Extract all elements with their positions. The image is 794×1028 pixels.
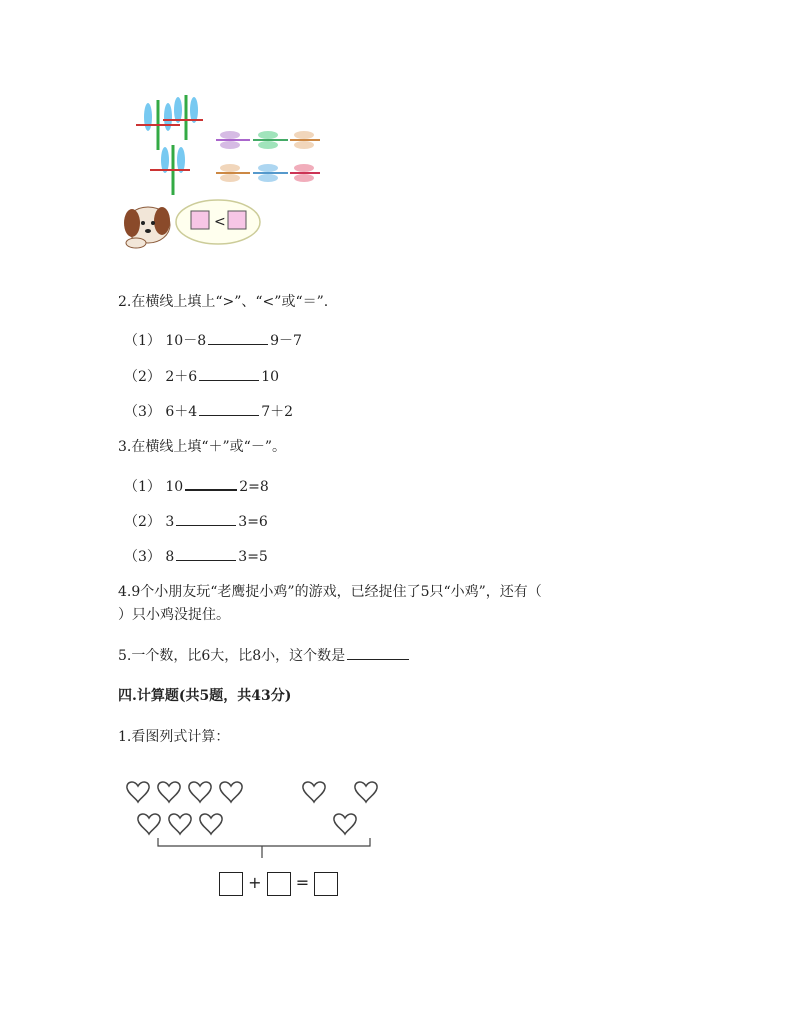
answer-blank[interactable]	[208, 330, 268, 345]
item-left: 2＋6	[165, 369, 198, 385]
item-left: 10	[165, 479, 184, 495]
q3-item-2	[124, 511, 268, 532]
heart-icon	[158, 782, 180, 802]
q2-title: 2.在横线上填上“>”、“<”或“＝”.	[118, 294, 329, 310]
dragonfly-icon	[290, 164, 320, 182]
dragonfly-icon	[150, 145, 190, 195]
q3-item-3	[124, 546, 268, 567]
item-right: 9－7	[270, 333, 302, 349]
heart-icon	[355, 782, 377, 802]
section-title: 四.计算题(共5题，共43分)	[118, 688, 292, 704]
heart-icon	[303, 782, 325, 802]
heart-icon	[200, 814, 222, 834]
item-left: 6＋4	[165, 404, 198, 420]
item-left: 8	[165, 549, 175, 565]
item-left: 3	[165, 514, 175, 530]
equation-row	[219, 871, 338, 896]
thought-bubble	[176, 200, 260, 244]
hearts-figure	[120, 778, 390, 868]
comparison-symbol: <	[214, 214, 226, 230]
item-right: 10	[261, 369, 280, 385]
answer-box[interactable]	[314, 872, 338, 896]
answer-blank[interactable]	[347, 645, 409, 660]
dragonfly-icon	[216, 164, 250, 182]
answer-blank[interactable]	[185, 475, 237, 491]
answer-box[interactable]	[219, 872, 243, 896]
heart-icon	[189, 782, 211, 802]
item-right: 3=5	[238, 549, 268, 565]
heart-icon	[169, 814, 191, 834]
item-number: （2）	[124, 514, 161, 530]
heart-icon	[334, 814, 356, 834]
heart-icon	[138, 814, 160, 834]
answer-blank[interactable]	[176, 511, 236, 526]
answer-box[interactable]	[267, 872, 291, 896]
q2-item-2	[124, 366, 279, 387]
item-number: （3）	[124, 549, 161, 565]
item-number: （3）	[124, 404, 161, 420]
q3-title: 3.在横线上填“＋”或“－”。	[118, 439, 286, 455]
item-number: （2）	[124, 369, 161, 385]
answer-blank[interactable]	[199, 401, 259, 416]
item-left: 10－8	[165, 333, 207, 349]
q5	[118, 645, 411, 666]
answer-blank[interactable]	[199, 366, 259, 381]
dragonfly-icon	[290, 131, 320, 149]
plus-sign: +	[248, 873, 262, 892]
dragonfly-icon	[253, 131, 288, 149]
heart-icon	[127, 782, 149, 802]
q2-item-3	[124, 401, 293, 422]
q5-text: 5.一个数，比6大，比8小，这个数是	[118, 648, 346, 664]
answer-blank[interactable]	[176, 546, 236, 561]
q4-text-line2: ）只小鸡没捉住。	[118, 607, 230, 623]
q4-text-line1: 4.9个小朋友玩“老鹰捉小鸡”的游戏，已经捉住了5只“小鸡”，还有（	[118, 584, 542, 600]
item-number: （1）	[124, 333, 161, 349]
dog-icon	[124, 207, 170, 248]
equals-sign: =	[295, 873, 310, 892]
dragonfly-comparison-illustration	[118, 95, 328, 255]
item-right: 3=6	[238, 514, 268, 530]
item-number: （1）	[124, 479, 161, 495]
heart-icon	[220, 782, 242, 802]
item-right: 2=8	[239, 479, 269, 495]
q3-item-1	[124, 475, 269, 497]
q2-item-1	[124, 330, 302, 351]
dragonfly-icon	[253, 164, 288, 182]
dragonfly-icon	[136, 100, 180, 150]
dragonfly-icon	[216, 131, 250, 149]
grouping-brace	[158, 838, 370, 858]
item-right: 7＋2	[261, 404, 294, 420]
calc1-title: 1.看图列式计算：	[118, 729, 230, 745]
